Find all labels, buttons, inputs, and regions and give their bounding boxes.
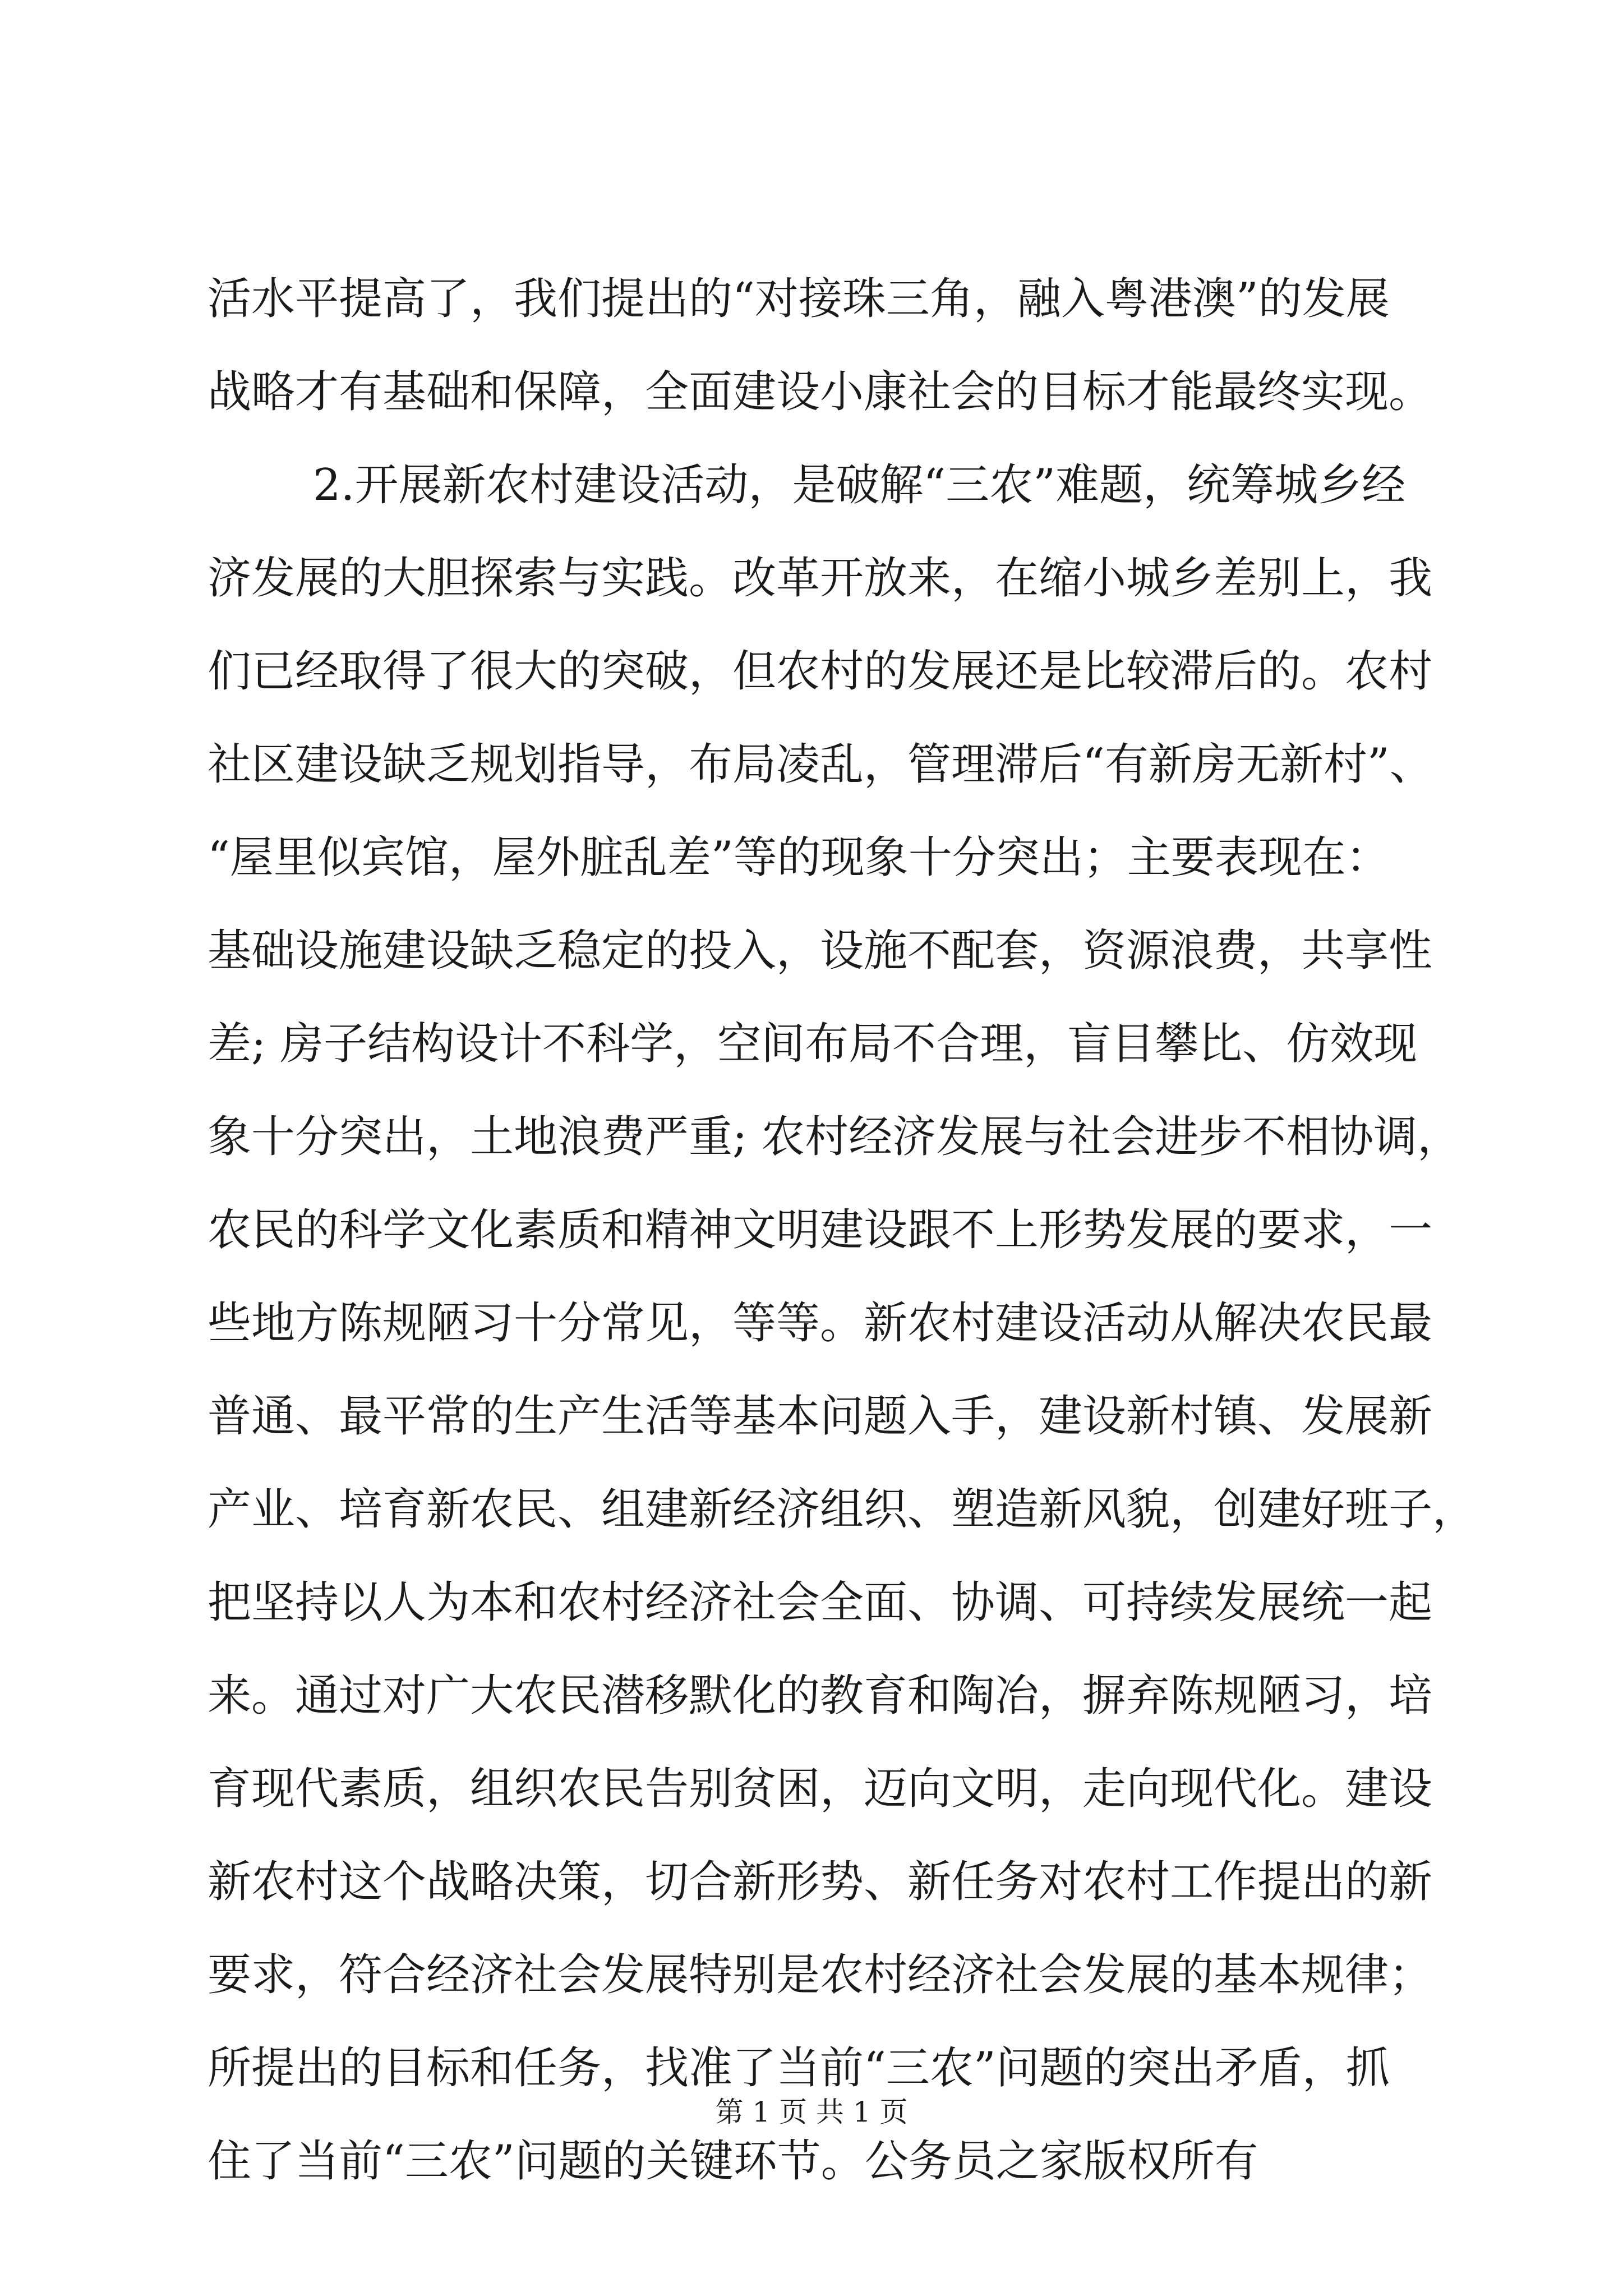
- text-line: 战略才有基础和保障，全面建设小康社会的目标才能最终实现。: [208, 367, 1433, 417]
- text-line: 要求，符合经济社会发展特别是农村经济社会发展的基本规律；: [208, 1950, 1433, 2000]
- text-line: 产业、培育新农民、组建新经济组织、塑造新风貌，创建好班子，: [208, 1484, 1477, 1535]
- text-line: 们已经取得了很大的突破，但农村的发展还是比较滞后的。农村: [208, 646, 1433, 697]
- text-line: 所提出的目标和任务，找准了当前“三农”问题的突出矛盾，抓: [208, 2043, 1390, 2093]
- text-line: 育现代素质，组织农民告别贫困，迈向文明，走向现代化。建设: [208, 1764, 1433, 1814]
- text-line: 住了当前“三农”问题的关键环节。公务员之家版权所有: [208, 2136, 1258, 2187]
- text-line: 把坚持以人为本和农村经济社会全面、协调、可持续发展统一起: [208, 1577, 1433, 1628]
- page-number-footer: 第 1 页 共 1 页: [715, 2096, 908, 2128]
- text-line: “屋里似宾馆，屋外脏乱差”等的现象十分突出；主要表现在：: [208, 832, 1390, 883]
- text-line: 普通、最平常的生产生活等基本问题入手，建设新村镇、发展新: [208, 1391, 1433, 1442]
- text-line: 来。通过对广大农民潜移默化的教育和陶冶，摒弃陈规陋习，培: [208, 1671, 1433, 1721]
- text-line: 差; 房子结构设计不科学，空间布局不合理，盲目攀比、仿效现: [208, 1019, 1418, 1069]
- text-line: 济发展的大胆探索与实践。改革开放来，在缩小城乡差别上，我: [208, 553, 1433, 604]
- text-line: 新农村这个战略决策，切合新形势、新任务对农村工作提出的新: [208, 1857, 1433, 1907]
- text-line: 活水平提高了，我们提出的“对接珠三角，融入粤港澳”的发展: [208, 274, 1390, 324]
- text-line: 农民的科学文化素质和精神文明建设跟不上形势发展的要求，一: [208, 1205, 1433, 1255]
- paragraph-start-line: 2.开展新农村建设活动，是破解“三农”难题，统筹城乡经: [313, 460, 1406, 510]
- text-line: 些地方陈规陋习十分常见，等等。新农村建设活动从解决农民最: [208, 1298, 1433, 1349]
- text-line: 象十分突出，土地浪费严重; 农村经济发展与社会进步不相协调，: [208, 1112, 1461, 1162]
- text-line: 社区建设缺乏规划指导，布局凌乱，管理滞后“有新房无新村”、: [208, 739, 1433, 790]
- text-line: 基础设施建设缺乏稳定的投入，设施不配套，资源浪费，共享性: [208, 926, 1433, 976]
